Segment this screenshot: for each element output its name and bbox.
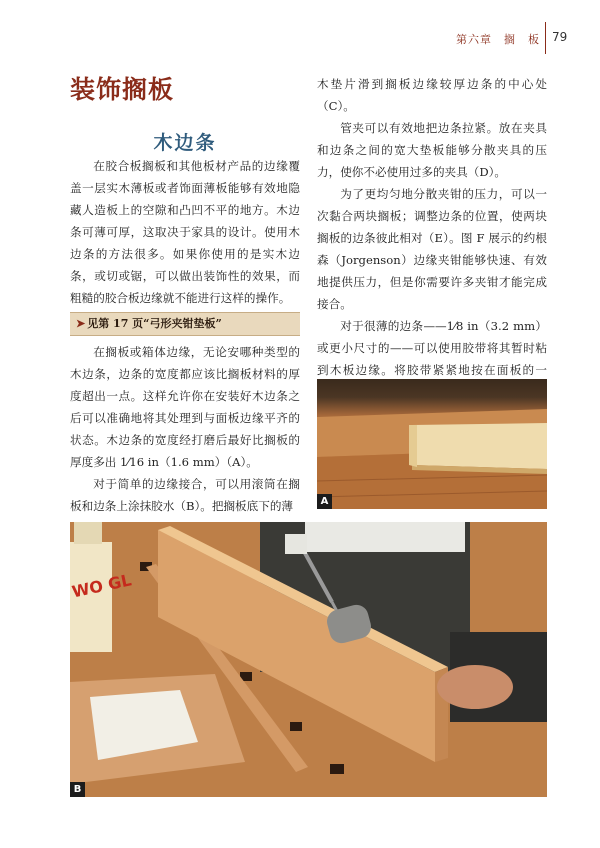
left-column-top	[70, 155, 300, 309]
paragraph: 管夹可以有效地把边条拉紧。放在夹具和边条之间的宽大垫板能够分散夹具的压力，使你不必使用过多的夹具（D）。	[317, 121, 547, 179]
paragraph: 在搁板或箱体边缘，无论安哪种类型的木边条，边条的宽度都应该比搁板材料的厚度超出一点。这样允许你在安装好木边条之后可以准确地将其处理到与面板边缘平齐的状态。木边条的宽度经打磨后最好比搁板的厚度多出 1⁄16 in（1.6 mm）（A）。	[70, 345, 300, 469]
left-column-bottom	[70, 341, 300, 517]
header-divider	[545, 22, 546, 54]
right-column	[317, 73, 547, 425]
cross-reference-box	[70, 312, 300, 336]
paragraph: 对于简单的边缘接合，可以用滚筒在搁板和边条上涂抹胶水（B）。把搁板底下的薄	[70, 477, 300, 513]
photo-a-label: A	[317, 494, 332, 509]
section-title: 木边条	[153, 132, 217, 154]
photo-b-label: B	[70, 782, 85, 797]
paragraph: 为了更均匀地分散夹钳的压力，可以一次黏合两块搁板；调整边条的位置，使两块搁板的边条彼此相对（E）。图 F 展示的约根森（Jorgenson）边缘夹钳能够快速、有效地提供压力，但是你需要许多夹钳才能完成接合。	[317, 187, 547, 311]
paragraph: 对于很薄的边条——1⁄8 in（3.2 mm）或更小尺寸的——可以使用胶带将其暂时粘到木板边缘。将胶带紧紧地按在面板的一	[317, 319, 547, 377]
cross-reference-text: 见第 17 页“弓形夹钳垫板”	[87, 317, 222, 330]
photo-a-illustration	[317, 379, 547, 509]
photo-a	[317, 379, 547, 509]
page-title: 装饰搁板	[70, 75, 175, 104]
chapter-header: 第六章 搁 板	[456, 33, 540, 46]
page-number: 79	[552, 30, 568, 44]
glue-bottle-label: WO GL	[70, 570, 134, 602]
arrow-icon: ➤	[76, 317, 86, 330]
photo-b	[70, 522, 547, 797]
paragraph: 在胶合板搁板和其他板材产品的边缘覆盖一层实木薄板或者饰面薄板能够有效地隐藏人造板上的空隙和凸凹不平的地方。木边条可薄可厚，这取决于家具的设计。使用木边条的方法很多。如果你使用的是实木边条，或切或锯，可以做出装饰性的效果，而粗糙的胶合板边缘就不能进行这样的操作。	[70, 159, 300, 305]
paragraph: 木垫片滑到搁板边缘较厚边条的中心处（C）。	[317, 77, 547, 113]
photo-b-illustration	[70, 522, 547, 797]
